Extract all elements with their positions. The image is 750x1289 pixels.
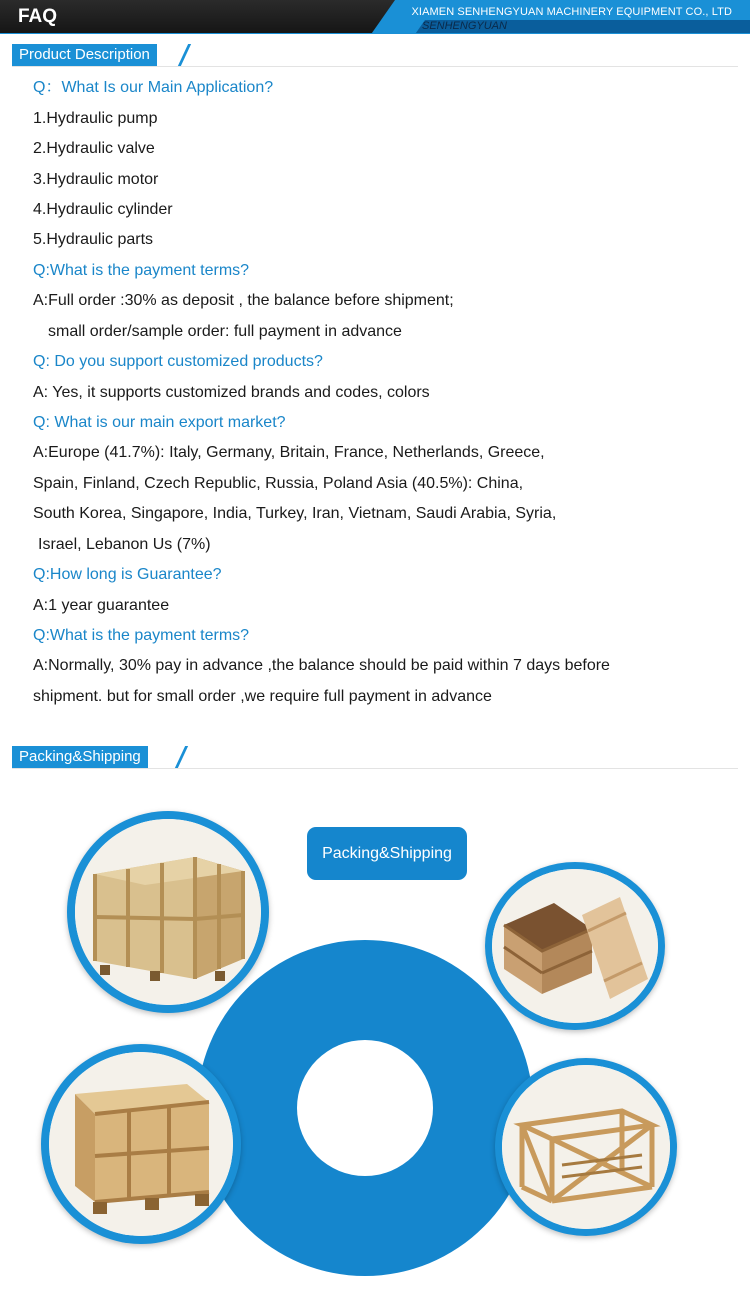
faq-answer: A:1 year guarantee	[33, 597, 170, 614]
faq-answer: 3.Hydraulic motor	[33, 171, 159, 188]
faq-answer: A:Normally, 30% pay in advance ,the balance should be paid within 7 days before	[33, 657, 610, 674]
crate-image	[75, 819, 261, 1005]
faq-question: Q:What is the payment terms?	[33, 262, 250, 279]
faq-question: Q:How long is Guarantee?	[33, 566, 222, 583]
lidded-crate-image	[49, 1052, 233, 1236]
faq-answer: A:Europe (41.7%): Italy, Germany, Britain, France, Netherlands, Greece,	[33, 444, 545, 461]
faq-answer: Spain, Finland, Czech Republic, Russia, Poland Asia (40.5%): China,	[33, 475, 524, 492]
lidded-wooden-crate-photo	[41, 1044, 241, 1244]
frame-wooden-crate-photo	[495, 1058, 677, 1236]
faq-answer: Israel, Lebanon Us (7%)	[38, 536, 211, 553]
header-underline	[0, 33, 750, 34]
large-wooden-crate-photo	[67, 811, 269, 1013]
section-rule	[12, 66, 738, 67]
brand-name: SENHENGYUAN	[422, 20, 507, 32]
page-title: FAQ	[18, 6, 58, 27]
open-wooden-box-photo	[485, 862, 665, 1030]
faq-answer: A: Yes, it supports customized brands and codes, colors	[33, 384, 430, 401]
packing-shipping-badge: Packing&Shipping	[307, 827, 467, 880]
faq-question: Q:What is the payment terms?	[33, 627, 250, 644]
section-slash	[178, 44, 191, 66]
box-image	[492, 869, 658, 1023]
faq-answer: A:Full order :30% as deposit , the balance before shipment;	[33, 292, 454, 309]
faq-question: Q: Do you support customized products?	[33, 353, 323, 370]
company-name: XIAMEN SENHENGYUAN MACHINERY EQUIPMENT CO., LTD	[411, 6, 732, 18]
faq-answer: 2.Hydraulic valve	[33, 140, 155, 157]
faq-answer: small order/sample order: full payment in advance	[48, 323, 402, 340]
ring-center	[297, 1040, 433, 1176]
section-slash	[175, 746, 188, 768]
faq-question: Q：What Is our Main Application?	[33, 79, 274, 96]
frame-crate-image	[502, 1065, 670, 1229]
faq-answer: South Korea, Singapore, India, Turkey, Iran, Vietnam, Saudi Arabia, Syria,	[33, 505, 557, 522]
faq-answer: shipment. but for small order ,we require full payment in advance	[33, 688, 492, 705]
packing-ring-graphic	[197, 940, 533, 1276]
section-rule	[12, 768, 738, 769]
section-title-description: Product Description	[12, 44, 157, 66]
faq-question: Q: What is our main export market?	[33, 414, 286, 431]
faq-answer: 1.Hydraulic pump	[33, 110, 158, 127]
faq-answer: 4.Hydraulic cylinder	[33, 201, 173, 218]
faq-answer: 5.Hydraulic parts	[33, 231, 154, 248]
faq-header-bar	[0, 0, 750, 34]
section-title-packing: Packing&Shipping	[12, 746, 148, 768]
